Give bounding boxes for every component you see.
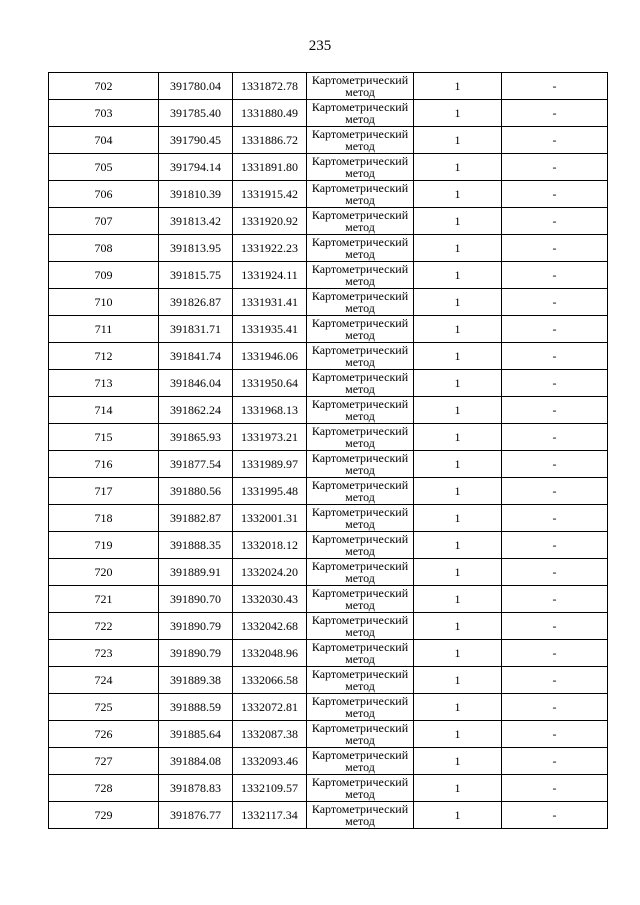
method-line-2: метод	[345, 409, 375, 423]
note-cell: -	[502, 154, 608, 181]
x-coordinate-cell: 391889.38	[159, 667, 233, 694]
method-line-1: Картометрический	[311, 775, 409, 789]
method-line-1: Картометрический	[311, 559, 409, 573]
method-line-2: метод	[345, 328, 375, 342]
x-coordinate-cell: 391888.35	[159, 532, 233, 559]
count-cell: 1	[414, 289, 502, 316]
method-line-1: Картометрический	[311, 802, 409, 816]
method-line-2: метод	[345, 166, 375, 180]
table-row	[49, 613, 608, 640]
method-cell	[307, 235, 414, 262]
count-cell: 1	[414, 397, 502, 424]
count-cell: 1	[414, 181, 502, 208]
point-number-cell: 726	[49, 721, 159, 748]
note-cell: -	[502, 802, 608, 829]
point-number-cell: 710	[49, 289, 159, 316]
table-row	[49, 100, 608, 127]
x-coordinate-cell: 391846.04	[159, 370, 233, 397]
method-line-1: Картометрический	[311, 424, 409, 438]
note-cell: -	[502, 100, 608, 127]
x-coordinate-cell: 391890.79	[159, 613, 233, 640]
method-cell	[307, 586, 414, 613]
x-coordinate-cell: 391890.79	[159, 640, 233, 667]
count-cell: 1	[414, 802, 502, 829]
method-line-2: метод	[345, 652, 375, 666]
count-cell: 1	[414, 73, 502, 100]
y-coordinate-cell: 1331922.23	[233, 235, 307, 262]
count-cell: 1	[414, 559, 502, 586]
count-cell: 1	[414, 613, 502, 640]
table-row	[49, 505, 608, 532]
note-cell: -	[502, 775, 608, 802]
method-cell	[307, 127, 414, 154]
method-line-1: Картометрический	[311, 73, 409, 87]
point-number-cell: 718	[49, 505, 159, 532]
note-cell: -	[502, 262, 608, 289]
x-coordinate-cell: 391780.04	[159, 73, 233, 100]
point-number-cell: 722	[49, 613, 159, 640]
count-cell: 1	[414, 262, 502, 289]
y-coordinate-cell: 1331880.49	[233, 100, 307, 127]
coordinates-table-body	[49, 73, 608, 829]
y-coordinate-cell: 1331920.92	[233, 208, 307, 235]
table-row	[49, 721, 608, 748]
method-line-1: Картометрический	[311, 586, 409, 600]
y-coordinate-cell: 1331924.11	[233, 262, 307, 289]
method-line-2: метод	[345, 598, 375, 612]
x-coordinate-cell: 391880.56	[159, 478, 233, 505]
y-coordinate-cell: 1332087.38	[233, 721, 307, 748]
note-cell: -	[502, 532, 608, 559]
method-line-2: метод	[345, 814, 375, 828]
method-line-1: Картометрический	[311, 343, 409, 357]
note-cell: -	[502, 667, 608, 694]
method-line-2: метод	[345, 193, 375, 207]
method-line-2: метод	[345, 544, 375, 558]
point-number-cell: 713	[49, 370, 159, 397]
y-coordinate-cell: 1331995.48	[233, 478, 307, 505]
point-number-cell: 721	[49, 586, 159, 613]
point-number-cell: 702	[49, 73, 159, 100]
method-cell	[307, 343, 414, 370]
method-cell	[307, 532, 414, 559]
y-coordinate-cell: 1332117.34	[233, 802, 307, 829]
method-line-1: Картометрический	[311, 694, 409, 708]
x-coordinate-cell: 391831.71	[159, 316, 233, 343]
method-line-1: Картометрический	[311, 316, 409, 330]
method-line-1: Картометрический	[311, 748, 409, 762]
table-row	[49, 694, 608, 721]
method-cell	[307, 451, 414, 478]
table-row	[49, 667, 608, 694]
point-number-cell: 706	[49, 181, 159, 208]
method-line-1: Картометрический	[311, 478, 409, 492]
method-line-2: метод	[345, 760, 375, 774]
count-cell: 1	[414, 586, 502, 613]
count-cell: 1	[414, 451, 502, 478]
method-cell	[307, 478, 414, 505]
table-row	[49, 235, 608, 262]
table-row	[49, 559, 608, 586]
note-cell: -	[502, 451, 608, 478]
y-coordinate-cell: 1332093.46	[233, 748, 307, 775]
method-line-1: Картометрический	[311, 127, 409, 141]
count-cell: 1	[414, 127, 502, 154]
table-row	[49, 316, 608, 343]
method-cell	[307, 154, 414, 181]
method-line-1: Картометрический	[311, 451, 409, 465]
x-coordinate-cell: 391882.87	[159, 505, 233, 532]
point-number-cell: 717	[49, 478, 159, 505]
method-cell	[307, 559, 414, 586]
y-coordinate-cell: 1331891.80	[233, 154, 307, 181]
y-coordinate-cell: 1331935.41	[233, 316, 307, 343]
table-row	[49, 181, 608, 208]
table-row	[49, 127, 608, 154]
y-coordinate-cell: 1332066.58	[233, 667, 307, 694]
note-cell: -	[502, 640, 608, 667]
x-coordinate-cell: 391790.45	[159, 127, 233, 154]
method-line-2: метод	[345, 85, 375, 99]
table-row	[49, 532, 608, 559]
point-number-cell: 712	[49, 343, 159, 370]
x-coordinate-cell: 391813.42	[159, 208, 233, 235]
method-cell	[307, 721, 414, 748]
note-cell: -	[502, 235, 608, 262]
table-row	[49, 154, 608, 181]
count-cell: 1	[414, 154, 502, 181]
note-cell: -	[502, 181, 608, 208]
y-coordinate-cell: 1332072.81	[233, 694, 307, 721]
count-cell: 1	[414, 532, 502, 559]
x-coordinate-cell: 391890.70	[159, 586, 233, 613]
table-row	[49, 586, 608, 613]
method-line-1: Картометрический	[311, 397, 409, 411]
note-cell: -	[502, 370, 608, 397]
page-number: 235	[308, 38, 332, 54]
method-line-1: Картометрический	[311, 208, 409, 222]
count-cell: 1	[414, 667, 502, 694]
x-coordinate-cell: 391888.59	[159, 694, 233, 721]
method-cell	[307, 775, 414, 802]
method-line-1: Картометрический	[311, 289, 409, 303]
count-cell: 1	[414, 208, 502, 235]
y-coordinate-cell: 1331931.41	[233, 289, 307, 316]
table-row	[49, 748, 608, 775]
table-row	[49, 802, 608, 829]
note-cell: -	[502, 316, 608, 343]
method-line-2: метод	[345, 517, 375, 531]
count-cell: 1	[414, 640, 502, 667]
table-row	[49, 262, 608, 289]
note-cell: -	[502, 73, 608, 100]
method-cell	[307, 181, 414, 208]
method-line-1: Картометрический	[311, 613, 409, 627]
method-line-2: метод	[345, 436, 375, 450]
x-coordinate-cell: 391878.83	[159, 775, 233, 802]
method-line-2: метод	[345, 382, 375, 396]
point-number-cell: 703	[49, 100, 159, 127]
point-number-cell: 714	[49, 397, 159, 424]
method-line-2: метод	[345, 733, 375, 747]
method-line-2: метод	[345, 247, 375, 261]
x-coordinate-cell: 391826.87	[159, 289, 233, 316]
method-cell	[307, 748, 414, 775]
count-cell: 1	[414, 424, 502, 451]
method-line-2: метод	[345, 571, 375, 585]
note-cell: -	[502, 559, 608, 586]
y-coordinate-cell: 1331915.42	[233, 181, 307, 208]
y-coordinate-cell: 1331973.21	[233, 424, 307, 451]
method-cell	[307, 370, 414, 397]
method-line-2: метод	[345, 787, 375, 801]
table-row	[49, 208, 608, 235]
method-cell	[307, 208, 414, 235]
method-cell	[307, 667, 414, 694]
y-coordinate-cell: 1331886.72	[233, 127, 307, 154]
count-cell: 1	[414, 100, 502, 127]
x-coordinate-cell: 391862.24	[159, 397, 233, 424]
y-coordinate-cell: 1332042.68	[233, 613, 307, 640]
note-cell: -	[502, 748, 608, 775]
count-cell: 1	[414, 316, 502, 343]
method-line-2: метод	[345, 679, 375, 693]
method-line-2: метод	[345, 220, 375, 234]
count-cell: 1	[414, 478, 502, 505]
y-coordinate-cell: 1331946.06	[233, 343, 307, 370]
point-number-cell: 727	[49, 748, 159, 775]
note-cell: -	[502, 505, 608, 532]
method-line-2: метод	[345, 301, 375, 315]
method-line-2: метод	[345, 463, 375, 477]
point-number-cell: 723	[49, 640, 159, 667]
method-line-2: метод	[345, 706, 375, 720]
table-row	[49, 397, 608, 424]
count-cell: 1	[414, 343, 502, 370]
table-row	[49, 451, 608, 478]
x-coordinate-cell: 391884.08	[159, 748, 233, 775]
x-coordinate-cell: 391841.74	[159, 343, 233, 370]
x-coordinate-cell: 391885.64	[159, 721, 233, 748]
x-coordinate-cell: 391785.40	[159, 100, 233, 127]
method-line-1: Картометрический	[311, 532, 409, 546]
y-coordinate-cell: 1331989.97	[233, 451, 307, 478]
y-coordinate-cell: 1332030.43	[233, 586, 307, 613]
count-cell: 1	[414, 748, 502, 775]
x-coordinate-cell: 391794.14	[159, 154, 233, 181]
method-line-2: метод	[345, 274, 375, 288]
y-coordinate-cell: 1332109.57	[233, 775, 307, 802]
method-cell	[307, 694, 414, 721]
point-number-cell: 709	[49, 262, 159, 289]
note-cell: -	[502, 694, 608, 721]
method-cell	[307, 802, 414, 829]
method-line-2: метод	[345, 355, 375, 369]
point-number-cell: 724	[49, 667, 159, 694]
x-coordinate-cell: 391877.54	[159, 451, 233, 478]
method-cell	[307, 100, 414, 127]
method-cell	[307, 640, 414, 667]
x-coordinate-cell: 391810.39	[159, 181, 233, 208]
note-cell: -	[502, 721, 608, 748]
table-row	[49, 343, 608, 370]
y-coordinate-cell: 1332048.96	[233, 640, 307, 667]
method-line-1: Картометрический	[311, 640, 409, 654]
point-number-cell: 715	[49, 424, 159, 451]
method-cell	[307, 289, 414, 316]
point-number-cell: 705	[49, 154, 159, 181]
point-number-cell: 729	[49, 802, 159, 829]
table-row	[49, 289, 608, 316]
note-cell: -	[502, 343, 608, 370]
y-coordinate-cell: 1331872.78	[233, 73, 307, 100]
method-line-1: Картометрический	[311, 721, 409, 735]
x-coordinate-cell: 391813.95	[159, 235, 233, 262]
method-line-1: Картометрический	[311, 505, 409, 519]
method-line-1: Картометрический	[311, 370, 409, 384]
point-number-cell: 704	[49, 127, 159, 154]
table-row	[49, 424, 608, 451]
note-cell: -	[502, 289, 608, 316]
note-cell: -	[502, 397, 608, 424]
coordinates-table	[48, 72, 608, 829]
method-line-1: Картометрический	[311, 667, 409, 681]
count-cell: 1	[414, 694, 502, 721]
point-number-cell: 711	[49, 316, 159, 343]
table-row	[49, 370, 608, 397]
x-coordinate-cell: 391889.91	[159, 559, 233, 586]
method-cell	[307, 73, 414, 100]
y-coordinate-cell: 1332001.31	[233, 505, 307, 532]
note-cell: -	[502, 478, 608, 505]
point-number-cell: 716	[49, 451, 159, 478]
method-line-2: метод	[345, 490, 375, 504]
count-cell: 1	[414, 235, 502, 262]
note-cell: -	[502, 127, 608, 154]
count-cell: 1	[414, 370, 502, 397]
x-coordinate-cell: 391876.77	[159, 802, 233, 829]
y-coordinate-cell: 1332024.20	[233, 559, 307, 586]
y-coordinate-cell: 1331950.64	[233, 370, 307, 397]
point-number-cell: 719	[49, 532, 159, 559]
table-row	[49, 775, 608, 802]
x-coordinate-cell: 391865.93	[159, 424, 233, 451]
method-cell	[307, 613, 414, 640]
method-line-1: Картометрический	[311, 181, 409, 195]
method-cell	[307, 397, 414, 424]
y-coordinate-cell: 1331968.13	[233, 397, 307, 424]
method-line-1: Картометрический	[311, 235, 409, 249]
point-number-cell: 708	[49, 235, 159, 262]
method-cell	[307, 424, 414, 451]
method-cell	[307, 505, 414, 532]
count-cell: 1	[414, 721, 502, 748]
note-cell: -	[502, 424, 608, 451]
x-coordinate-cell: 391815.75	[159, 262, 233, 289]
point-number-cell: 720	[49, 559, 159, 586]
table-row	[49, 478, 608, 505]
method-line-1: Картометрический	[311, 154, 409, 168]
method-cell	[307, 262, 414, 289]
table-row	[49, 640, 608, 667]
method-line-2: метод	[345, 139, 375, 153]
method-line-2: метод	[345, 112, 375, 126]
method-line-1: Картометрический	[311, 100, 409, 114]
point-number-cell: 728	[49, 775, 159, 802]
method-cell	[307, 316, 414, 343]
note-cell: -	[502, 613, 608, 640]
method-line-2: метод	[345, 625, 375, 639]
table-row	[49, 73, 608, 100]
count-cell: 1	[414, 775, 502, 802]
note-cell: -	[502, 208, 608, 235]
count-cell: 1	[414, 505, 502, 532]
point-number-cell: 725	[49, 694, 159, 721]
method-line-1: Картометрический	[311, 262, 409, 276]
note-cell: -	[502, 586, 608, 613]
point-number-cell: 707	[49, 208, 159, 235]
y-coordinate-cell: 1332018.12	[233, 532, 307, 559]
